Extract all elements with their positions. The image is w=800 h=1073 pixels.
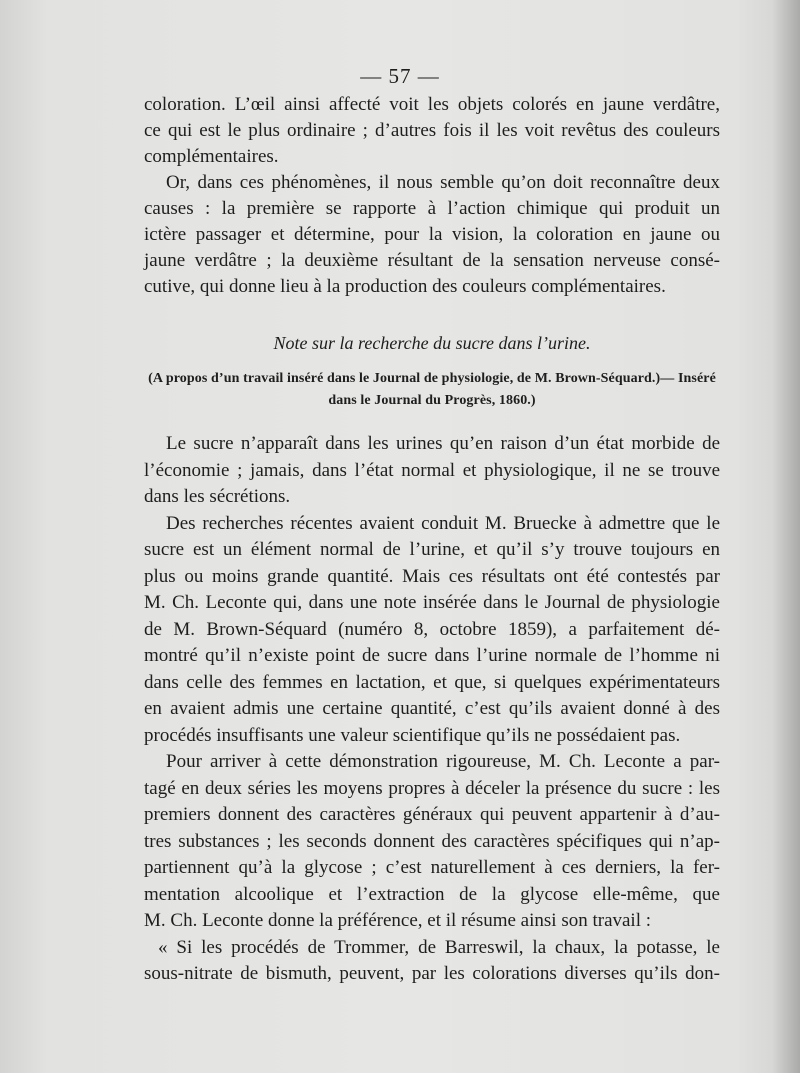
text-line: en avaient admis une certaine quantité, c’est qu’ils avaient donné à des [144, 698, 720, 719]
page-edge-shadow [772, 0, 800, 1073]
text-line: procédés insuffisants une valeur scientifique qu’ils ne possédaient pas. [144, 724, 681, 746]
page-number: — 57 — [360, 64, 440, 88]
text-line: cutive, qui donne lieu à la production des couleurs complémentaires. [144, 276, 666, 297]
text-line: Or, dans ces phénomènes, il nous semble qu’on doit reconnaître deux [166, 172, 720, 193]
text-line: dans les sécrétions. [144, 486, 291, 507]
note-subtitle [140, 368, 724, 412]
paragraph-block-top [144, 92, 720, 300]
text-line: ictère passager et détermine, pour la vision, la coloration en jaune ou [144, 224, 720, 245]
text-line: « Si les procédés de Trommer, de Barreswil, la chaux, la potasse, le [158, 936, 720, 958]
text-line: mentation alcoolique et l’extraction de la glycose elle-même, que [144, 883, 720, 905]
text-line: Des recherches récentes avaient conduit M. Bruecke à admettre que le [166, 512, 720, 534]
text-line: tagé en deux séries les moyens propres à déceler la présence du sucre : les [144, 777, 720, 799]
text-line: ce qui est le plus ordinaire ; d’autres fois il les voit revêtus des couleurs [144, 120, 720, 141]
text-line: l’économie ; jamais, dans l’état normal et physiologique, il ne se trouve [144, 459, 720, 481]
text-line: jaune verdâtre ; la deuxième résultant de la sensation nerveuse consé- [144, 250, 720, 271]
text-line: sucre est un élément normal de l’urine, et qu’il s’y trouve toujours en [144, 539, 720, 560]
text-line: de M. Brown-Séquard (numéro 8, octobre 1859), a parfaitement dé- [144, 618, 720, 640]
text-line: dans celle des femmes en lactation, et que, si quelques expérimentateurs [144, 671, 720, 693]
text-line: Le sucre n’apparaît dans les urines qu’en raison d’un état morbide de [166, 433, 720, 454]
text-line: plus ou moins grande quantité. Mais ces résultats ont été contestés par [144, 565, 720, 587]
paragraph-block-main [144, 431, 720, 988]
text-line: complémentaires. [144, 146, 279, 167]
text-line: premiers donnent des caractères généraux qui peuvent appartenir à d’au- [144, 804, 720, 825]
text-line: sous-nitrate de bismuth, peuvent, par les colorations diverses qu’ils don- [144, 963, 720, 984]
text-line: tres substances ; les seconds donnent des caractères spécifiques qui n’ap- [144, 830, 720, 852]
text-line: montré qu’il n’existe point de sucre dans l’urine normale de l’homme ni [144, 645, 720, 666]
text-line: causes : la première se rapporte à l’action chimique qui produit un [144, 198, 720, 219]
text-line: M. Ch. Leconte qui, dans une note insérée dans le Journal de physiologie [144, 592, 720, 613]
text-line: Pour arriver à cette démonstration rigoureuse, M. Ch. Leconte a par- [166, 751, 720, 772]
text-line: M. Ch. Leconte donne la préférence, et il résume ainsi son travail : [144, 910, 652, 931]
note-subtitle-line: dans le Journal du Progrès, 1860.) [328, 393, 536, 408]
text-line: partiennent qu’à la glycose ; c’est naturellement à ces derniers, la fer- [144, 857, 720, 878]
note-title: Note sur la recherche du sucre dans l’urine. [273, 333, 591, 353]
text-line: coloration. L’œil ainsi affecté voit les objets colorés en jaune verdâtre, [144, 94, 720, 115]
note-subtitle-line: (A propos d’un travail inséré dans le Journal de physiologie, de M. Brown-Séquard.)— Inséré [148, 371, 716, 386]
